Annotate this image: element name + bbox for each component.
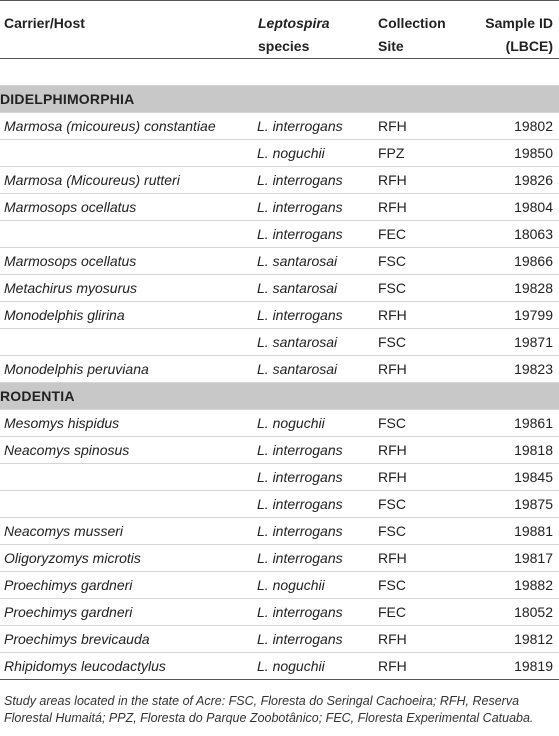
table-row [0,410,559,437]
host-cell: Monodelphis glirina [0,302,255,329]
table-footnote: Study areas located in the state of Acre: FSC, Floresta do Seringal Cachoeira; RFH, Reserva Florestal Humaitá; PPZ, Floresta do Parque Zoobotânico; FEC, Floresta Experimental Catuaba. [4,694,534,725]
sample-id-cell: 18063 [465,221,559,248]
species-cell: L. noguchii [255,140,378,167]
host-cell: Marmosops ocellatus [0,194,255,221]
group-label: RODENTIA [0,383,559,410]
species-cell: L. interrogans [255,626,378,653]
species-cell: L. interrogans [255,599,378,626]
table-row [0,626,559,653]
header-species [255,1,378,59]
header-sample-id [465,1,559,59]
table-row [0,194,559,221]
site-cell: FSC [378,518,465,545]
host-cell: Mesomys hispidus [0,410,255,437]
site-cell: RFH [378,626,465,653]
sample-id-cell: 19799 [465,302,559,329]
site-cell: FSC [378,410,465,437]
sample-id-cell: 19871 [465,329,559,356]
site-cell: FSC [378,329,465,356]
header-carrier: Carrier/Host [4,15,85,31]
table-row [0,167,559,194]
host-cell [0,491,255,518]
table-row [0,140,559,167]
header-site-line2: Site [378,38,404,54]
sample-id-cell: 19881 [465,518,559,545]
spacer-cell [0,59,559,86]
site-cell: RFH [378,113,465,140]
site-cell: RFH [378,653,465,680]
site-cell: RFH [378,356,465,383]
table-header [0,1,559,59]
sample-id-cell: 19845 [465,464,559,491]
site-cell: FEC [378,599,465,626]
site-cell: FSC [378,248,465,275]
group-row [0,383,559,410]
species-cell: L. interrogans [255,491,378,518]
host-cell: Rhipidomys leucodactylus [0,653,255,680]
table-row [0,275,559,302]
host-cell: Marmosops ocellatus [0,248,255,275]
sample-id-cell: 19828 [465,275,559,302]
table-row [0,113,559,140]
host-cell [0,140,255,167]
species-cell: L. noguchii [255,410,378,437]
species-cell: L. noguchii [255,653,378,680]
sample-id-cell: 19817 [465,545,559,572]
sample-id-cell: 19866 [465,248,559,275]
table-row [0,302,559,329]
table-row [0,329,559,356]
species-cell: L. interrogans [255,518,378,545]
group-label: DIDELPHIMORPHIA [0,86,559,113]
sample-id-cell: 19826 [465,167,559,194]
table-row [0,653,559,680]
host-cell: Marmosa (micoureus) constantiae [0,113,255,140]
site-cell: RFH [378,167,465,194]
species-cell: L. interrogans [255,221,378,248]
table-row [0,356,559,383]
table-row [0,491,559,518]
group-row [0,86,559,113]
host-cell: Proechimys gardneri [0,599,255,626]
sample-id-cell: 19882 [465,572,559,599]
site-cell: FSC [378,491,465,518]
species-cell: L. santarosai [255,329,378,356]
sample-id-cell: 19850 [465,140,559,167]
species-cell: L. santarosai [255,275,378,302]
host-cell: Proechimys gardneri [0,572,255,599]
site-cell: RFH [378,464,465,491]
species-cell: L. interrogans [255,194,378,221]
host-cell [0,329,255,356]
site-cell: RFH [378,194,465,221]
site-cell: RFH [378,302,465,329]
header-site-line1: Collection [378,15,446,31]
sample-id-cell: 19812 [465,626,559,653]
species-cell: L. santarosai [255,248,378,275]
table-row [0,572,559,599]
sample-id-cell: 19804 [465,194,559,221]
species-cell: L. interrogans [255,437,378,464]
host-cell: Oligoryzomys microtis [0,545,255,572]
host-cell: Marmosa (Micoureus) rutteri [0,167,255,194]
host-cell: Neacomys musseri [0,518,255,545]
sample-id-cell: 18052 [465,599,559,626]
table-row [0,464,559,491]
sample-id-cell: 19861 [465,410,559,437]
table-row [0,437,559,464]
sample-id-cell: 19823 [465,356,559,383]
header-id-line1: Sample ID [485,15,553,31]
host-cell: Proechimys brevicauda [0,626,255,653]
table-body [0,59,559,680]
species-cell: L. santarosai [255,356,378,383]
header-species-genus: Leptospira [258,15,330,31]
host-cell [0,221,255,248]
sample-id-cell: 19802 [465,113,559,140]
site-cell: RFH [378,437,465,464]
header-species-word: species [258,38,310,54]
table-row [0,248,559,275]
species-cell: L. interrogans [255,545,378,572]
species-cell: L. interrogans [255,113,378,140]
table-row [0,518,559,545]
site-cell: FSC [378,572,465,599]
species-cell: L. interrogans [255,302,378,329]
host-cell: Metachirus myosurus [0,275,255,302]
host-cell: Monodelphis peruviana [0,356,255,383]
table-row [0,599,559,626]
species-cell: L. noguchii [255,572,378,599]
table-row [0,545,559,572]
header-site [378,1,465,59]
site-cell: RFH [378,545,465,572]
site-cell: FEC [378,221,465,248]
sample-id-cell: 19875 [465,491,559,518]
site-cell: FSC [378,275,465,302]
site-cell: FPZ [378,140,465,167]
header-id-line2: (LBCE) [505,38,553,54]
sample-id-cell: 19818 [465,437,559,464]
table-row [0,221,559,248]
sample-id-cell: 19819 [465,653,559,680]
header-spacer [0,59,559,86]
host-cell: Neacomys spinosus [0,437,255,464]
species-cell: L. interrogans [255,167,378,194]
host-cell [0,464,255,491]
species-cell: L. interrogans [255,464,378,491]
